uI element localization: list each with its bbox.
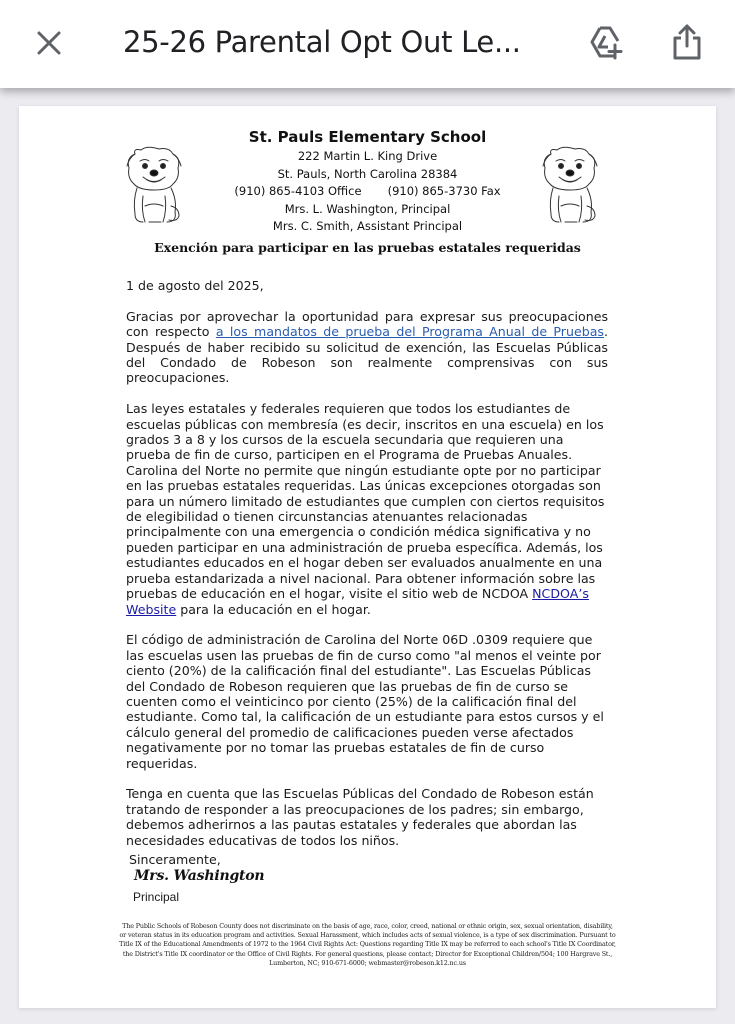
- principal-line: Mrs. L. Washington, Principal: [284, 201, 451, 216]
- viewer-toolbar: [0, 0, 735, 88]
- ncdoa-website-link[interactable]: NCDOA’s Website: [126, 586, 589, 617]
- nondiscrimination-footer: The Public Schools of Robeson County does not discriminate on the basis of age, race, color, creed, national or ethnic origin, sex, sexual orientation, disability, or veteran status in its education program and activities. Sexual Harassment, which includes acts of sexual violence, is a type of sex discrimination. Pursuant to Title IX of the Educational Amendments of 1972 to the 1964 Civil Rights Act: Questions regarding Title IX may be referred to each school's Title IX Coordinator, the District's Title IX coordinator or the Office of Civil Rights. For general questions, please contact; Director for Exceptional Children/504; 100 Hargrave St., Lumberton, NC; 910-671-6000; webmaster@robeson.k12.nc.us: [119, 922, 616, 967]
- add-to-drive-icon: [586, 22, 626, 62]
- signer-title: Principal: [133, 890, 180, 904]
- paragraph-2: [126, 401, 608, 617]
- paragraph-2-text-b: para la educación en el hogar.: [176, 601, 371, 617]
- school-name: St. Pauls Elementary School: [248, 128, 487, 146]
- close-icon: [36, 30, 62, 56]
- document-title: 25-26 Parental Opt Out Le...: [123, 25, 521, 59]
- letter-date: 1 de agosto del 2025,: [126, 278, 264, 293]
- paragraph-4: Tenga en cuenta que las Escuelas Públicas del Condado de Robeson están tratando de responder a las preocupaciones de los padres; sin embargo, debemos adherirnos a las pautas estatales y federales que abordan las necesidades educativas de todos los niños.: [126, 786, 594, 848]
- letterhead: [19, 126, 716, 257]
- letter-body: [126, 278, 608, 863]
- paragraph-1: [126, 309, 608, 386]
- address-line-2: St. Pauls, North Carolina 28384: [277, 166, 458, 181]
- office-phone: (910) 865-4103 Office: [234, 184, 362, 198]
- paragraph-1-text-a: Gracias por aprovechar la oportunidad para expresar sus preocupaciones con respecto: [126, 308, 608, 340]
- add-to-drive-button[interactable]: [584, 20, 628, 64]
- close-button[interactable]: [28, 22, 70, 64]
- document-page: [19, 106, 716, 1008]
- closing: Sinceramente,: [129, 852, 221, 867]
- letter-title: Exención para participar en las pruebas estatales requeridas: [154, 239, 581, 255]
- testing-mandates-link[interactable]: a los mandatos de prueba del Programa Anual de Pruebas: [215, 324, 604, 340]
- phone-line: [19, 183, 716, 201]
- fax-phone: (910) 865-3730 Fax: [387, 184, 501, 198]
- paragraph-1-text-b: . Después de haber recibido su solicitud de exención, las Escuelas Públicas del Condado de Robeson son realmente comprensivas con sus preocupaciones.: [126, 324, 609, 386]
- signature: Mrs. Washington: [134, 868, 265, 884]
- address-line-1: 222 Martin L. King Drive: [297, 149, 438, 163]
- paragraph-2-text-a: Las leyes estatales y federales requieren que todos los estudiantes de escuelas públicas con membresía (es decir, inscritos en una escuela) en los grados 3 a 8 y los cursos de la escuela secundaria que requieren una prueba de fin de curso, participen en el Programa de Pruebas Anuales. Carolina del Norte no permite que ningún estudiante opte por no participar en las pruebas estatales requeridas. Las únicas excepciones otorgadas son para un número limitado de estudiantes que cumplen con ciertos requisitos de elegibilidad o tienen circunstancias atenuantes relacionadas principalmente con una emergencia o condición médica significativa y no pueden participar en una administración de prueba específica. Además, los estudiantes educados en el hogar deben ser evaluados anualmente en una prueba estandarizada a nivel nacional. Para obtener información sobre las pruebas de educación en el hogar, visite el sitio web de NCDOA: [126, 401, 605, 602]
- paragraph-3: El código de administración de Carolina del Norte 06D .0309 requiere que las escuelas usen las pruebas de fin de curso como "al menos el veinte por ciento (20%) de la calificación final del estudiante". Las Escuelas Públicas del Condado de Robeson requieren que las pruebas de fin de curso se cuenten como el veinticinco por ciento (25%) de la calificación final del estudiante. Como tal, la calificación de un estudiante para estos cursos y el cálculo general del promedio de calificaciones pueden verse afectados negativamente por no tomar las pruebas estatales de fin de curso requeridas.: [126, 632, 604, 771]
- share-icon: [670, 22, 704, 62]
- assistant-principal-line: Mrs. C. Smith, Assistant Principal: [272, 219, 463, 233]
- share-button[interactable]: [665, 20, 709, 64]
